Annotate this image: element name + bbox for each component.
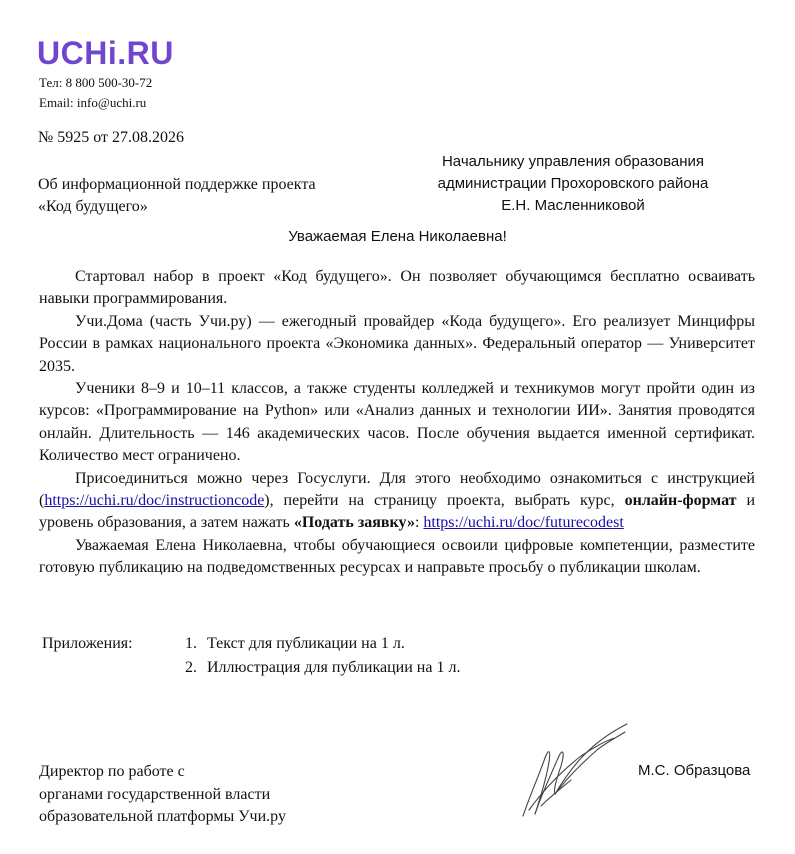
letter-body (39, 266, 755, 580)
greeting: Уважаемая Елена Николаевна! (288, 228, 507, 245)
paragraph-4 (39, 468, 755, 535)
future-code-link[interactable]: https://uchi.ru/doc/futurecodest (423, 514, 624, 532)
paragraph-4-text-a: Присоединиться можно через Госуслуги. Для этого необходимо ознакомиться с инструкцией ( (39, 469, 755, 510)
signer-line-2: органами государственной власти (39, 785, 271, 803)
attachment-text: Текст для публикации на 1 л. (207, 635, 405, 652)
contacts (39, 73, 152, 113)
paragraph-4-text-d: : (414, 514, 424, 532)
signer-line-3: образовательной платформы Учи.ру (39, 808, 286, 825)
handwritten-signature (515, 718, 633, 824)
paragraph-2: Учи.Дома (часть Учи.ру) — ежегодный провайдер «Кода будущего». Его реализует Минцифры России в рамках национального проекта «Экономика данных». Федеральный оператор — Университет 2035. (39, 312, 755, 375)
paragraph-3: Ученики 8–9 и 10–11 классов, а также студенты колледжей и техникумов могут пройти один из курсов: «Программирование на Python» или «Анализ данных и технологии ИИ». Занятия проводятся онлайн. Длительность — 146 академических часов. После обучения выдается именной сертификат. Количество мест ограничено. (39, 380, 755, 465)
attachment-number: 1. (185, 635, 197, 652)
addressee-line-3: Е.Н. Масленниковой (501, 197, 645, 214)
letter-subject (38, 174, 316, 218)
subject-line-1: Об информационной поддержке проекта (38, 176, 316, 193)
addressee-line-2: администрации Прохоровского района (437, 175, 709, 192)
attachment-text: Иллюстрация для публикации на 1 л. (207, 659, 461, 676)
email-text: Email: info@uchi.ru (39, 95, 147, 110)
subject-line-2: «Код будущего» (38, 198, 148, 215)
addressee-line-1: Начальнику управления образования (441, 153, 705, 170)
attachments-list (185, 632, 460, 680)
submit-application-bold: «Подать заявку» (293, 514, 415, 532)
attachments-label: Приложения: (42, 635, 133, 652)
signer-name: М.С. Образцова (638, 762, 751, 779)
paragraph-4-text-b: ), перейти на страницу проекта, выбрать курс, (264, 492, 625, 510)
signer-position (39, 761, 286, 829)
addressee-block (418, 151, 728, 217)
online-format-bold: онлайн-формат (624, 492, 737, 510)
paragraph-5: Уважаемая Елена Николаевна, чтобы обучающиеся освоили цифровые компетенции, разместите готовую публикацию на подведомственных ресурсах и направьте просьбу о публикации школам. (39, 536, 755, 577)
attachment-item (185, 632, 460, 656)
attachment-number: 2. (185, 659, 197, 676)
uchi-logo: UCHi.RU (37, 35, 174, 71)
attachment-item (185, 656, 460, 680)
instruction-link[interactable]: https://uchi.ru/doc/instructioncode (44, 492, 265, 510)
signer-line-1: Директор по работе с (39, 763, 185, 780)
document-number: № 5925 от 27.08.2026 (38, 129, 185, 146)
phone-text: Тел: 8 800 500-30-72 (39, 75, 153, 90)
paragraph-4-text-c: и уровень образования, а затем нажать (39, 492, 756, 532)
paragraph-1: Стартовал набор в проект «Код будущего». Он позволяет обучающимся бесплатно осваивать навыки программирования. (39, 268, 755, 308)
